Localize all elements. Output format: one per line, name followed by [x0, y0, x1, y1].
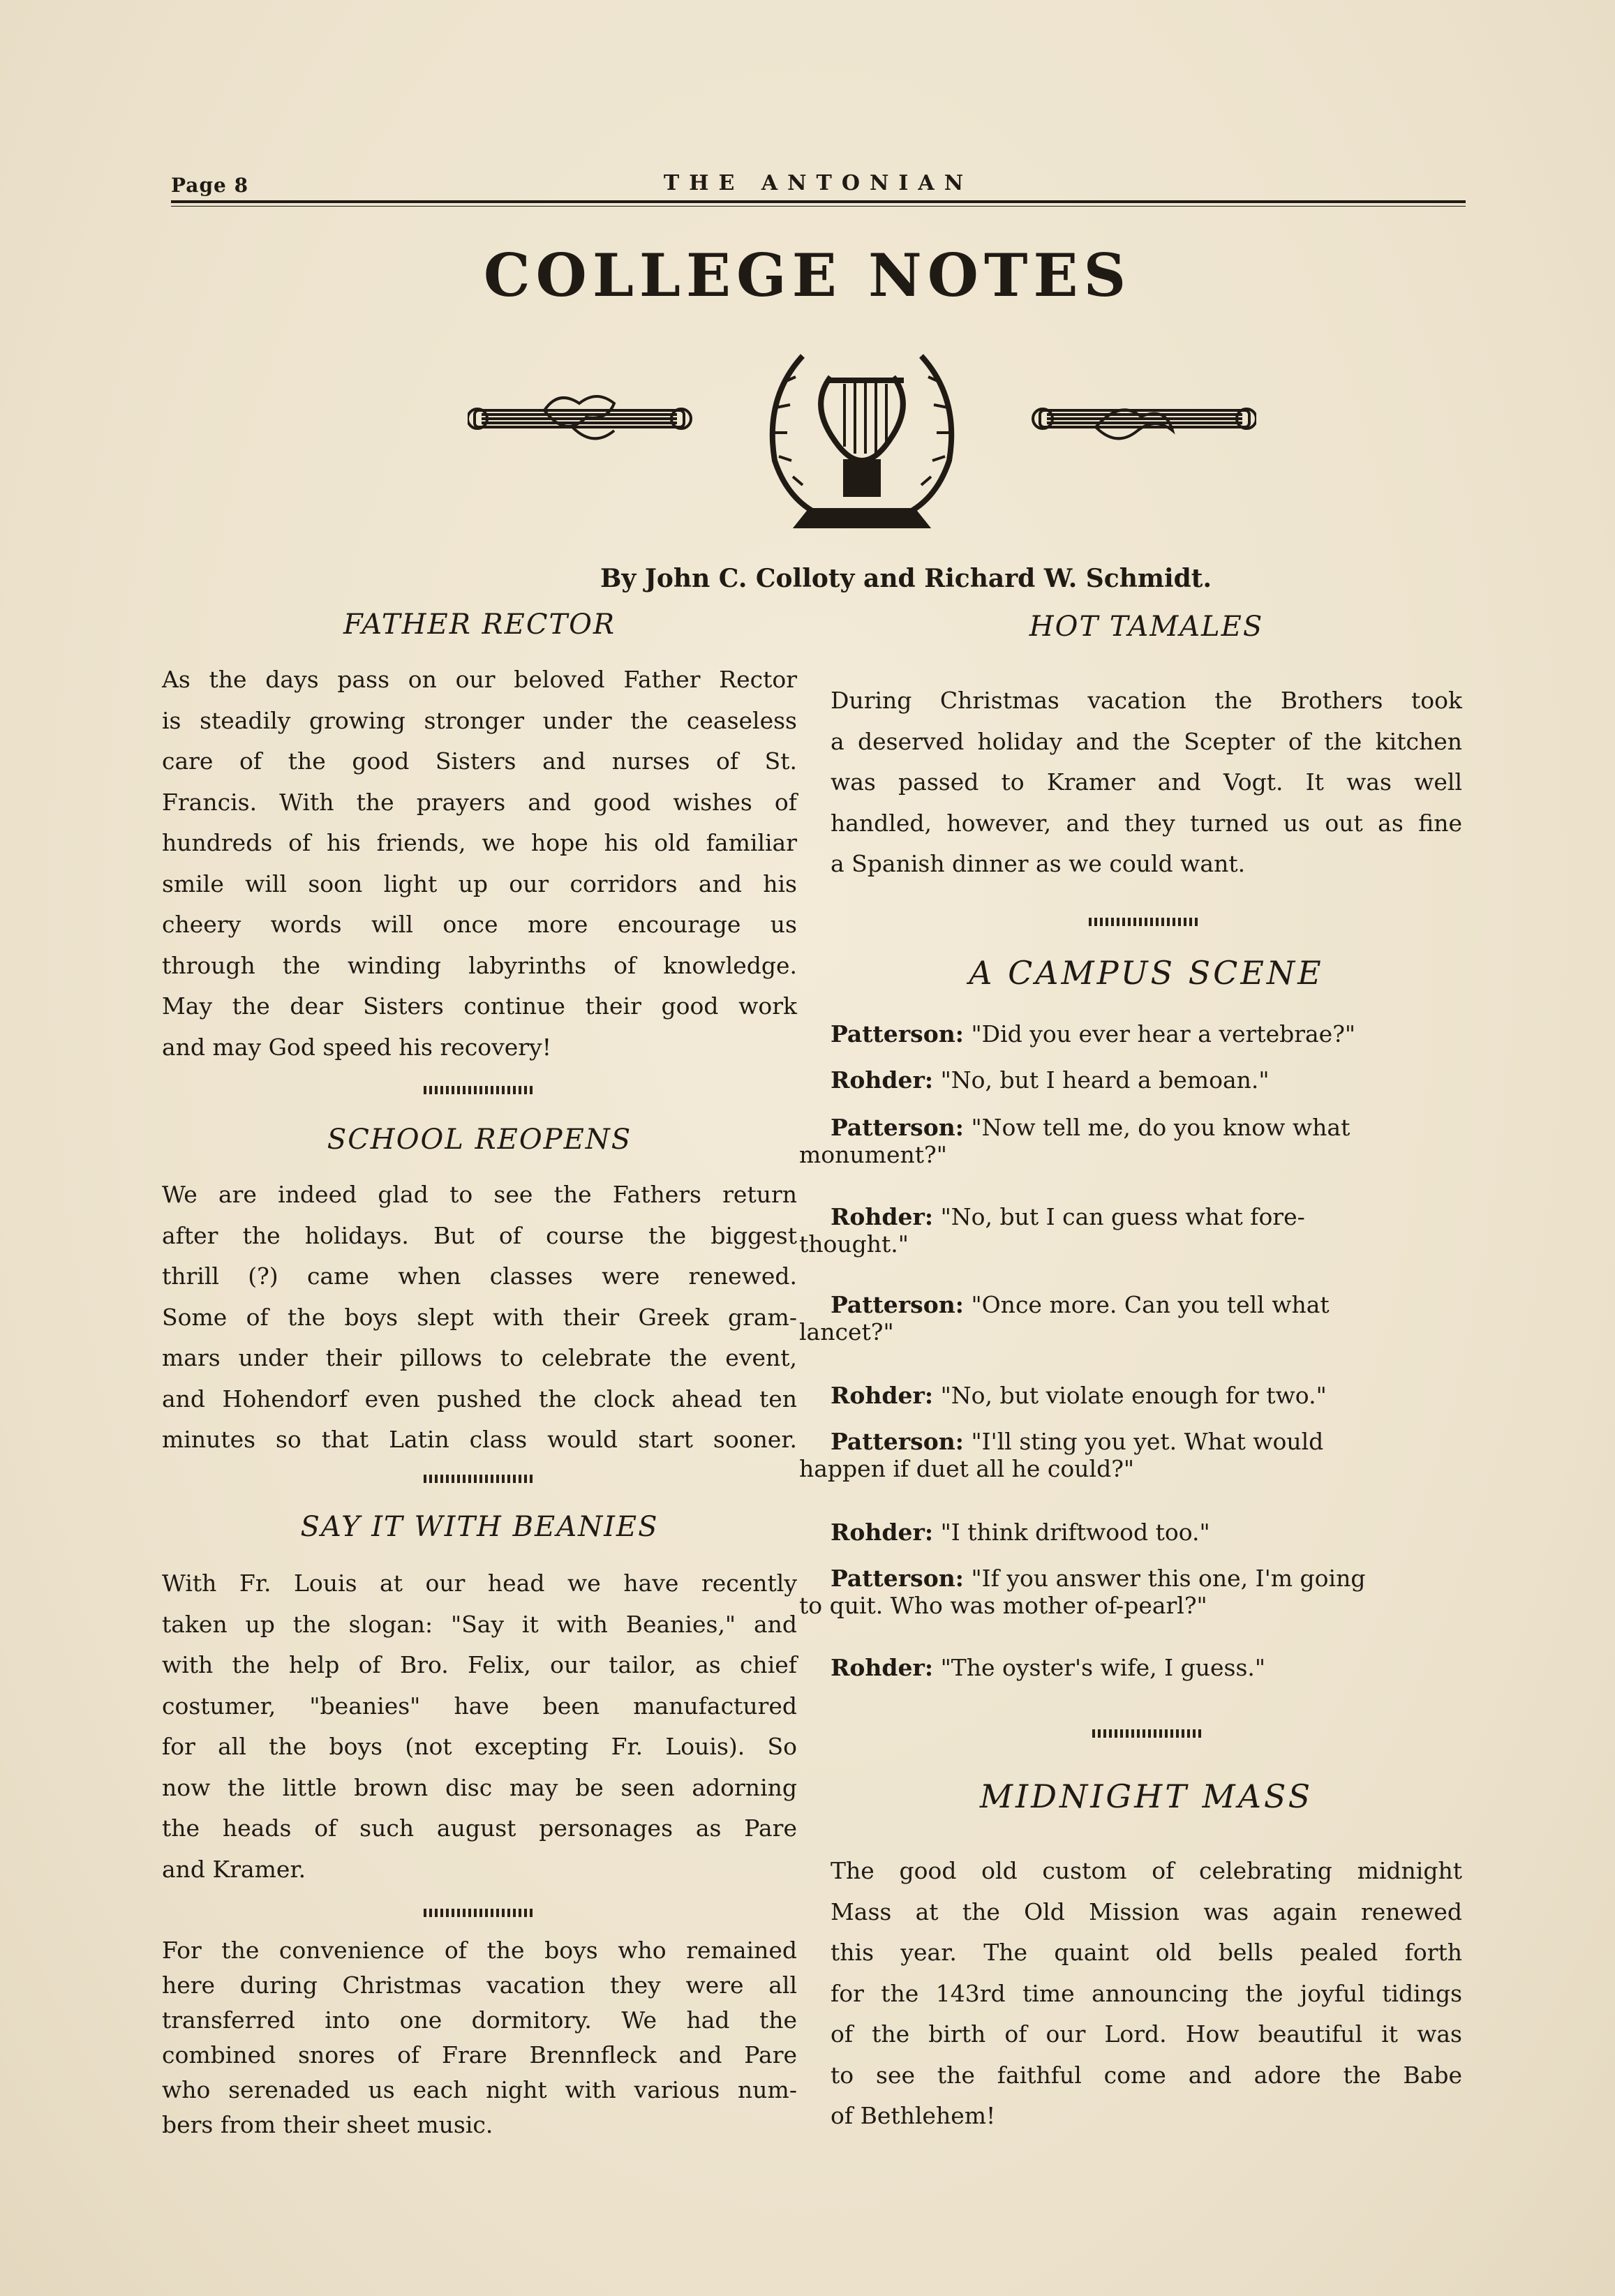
text-line: cheery words will once more encourage us	[162, 911, 797, 938]
dialogue-line: Patterson: "I'll sting you yet. What would happen if duet all he could?"	[799, 1428, 1324, 1482]
dialogue-line: Rohder: "I think driftwood too."	[831, 1519, 1210, 1546]
text-line: May the dear Sisters continue their good work	[162, 992, 797, 1020]
text-line: with the help of Bro. Felix, our tailor, as chief	[162, 1651, 797, 1678]
dialogue-line: Patterson: "Did you ever hear a vertebrae?"	[831, 1020, 1356, 1048]
text-line: and Kramer.	[162, 1855, 306, 1883]
text-line: Francis. With the prayers and good wishes of	[162, 788, 797, 816]
section-divider	[1092, 1729, 1204, 1738]
text-line: taken up the slogan: "Say it with Beanies," and	[162, 1610, 797, 1638]
text-line: Some of the boys slept with their Greek gram-	[162, 1303, 797, 1331]
text-line: this year. The quaint old bells pealed forth	[831, 1939, 1462, 1966]
section-divider	[1089, 918, 1200, 926]
dialogue-line: Patterson: "Once more. Can you tell what lancet?"	[799, 1291, 1330, 1345]
text-line: of Bethlehem!	[831, 2102, 996, 2129]
text-line: thrill (?) came when classes were renewed.	[162, 1262, 797, 1290]
page-number: Page 8	[171, 174, 249, 197]
section-divider	[424, 1909, 535, 1917]
text-line: a Spanish dinner as we could want.	[831, 850, 1246, 877]
text-line: combined snores of Frare Brennfleck and Pare	[162, 2041, 797, 2068]
section-divider	[424, 1475, 535, 1483]
text-line: to see the faithful come and adore the Babe	[831, 2061, 1462, 2089]
heading-campus-scene: A CAMPUS SCENE	[969, 954, 1324, 992]
text-line: As the days pass on our beloved Father Rector	[162, 666, 797, 693]
dialogue-line: Rohder: "No, but I can guess what fore- thought."	[799, 1203, 1305, 1258]
text-line: Mass at the Old Mission was again renewed	[831, 1898, 1462, 1925]
text-line: after the holidays. But of course the biggest	[162, 1221, 797, 1249]
text-line: care of the good Sisters and nurses of St.	[162, 747, 797, 775]
text-line: minutes so that Latin class would start sooner.	[162, 1426, 797, 1453]
text-line: is steadily growing stronger under the ceaseless	[162, 706, 797, 734]
text-line: now the little brown disc may be seen adorning	[162, 1773, 797, 1801]
text-line: and Hohendorf even pushed the clock ahead ten	[162, 1385, 797, 1412]
text-line: hundreds of his friends, we hope his old familiar	[162, 829, 797, 856]
lyre-wreath-ornament-icon	[468, 342, 1256, 544]
header-rule	[171, 200, 1466, 203]
text-line: for the 143rd time announcing the joyful tidings	[831, 1979, 1462, 2007]
heading-father-rector: FATHER RECTOR	[343, 609, 616, 641]
heading-school-reopens: SCHOOL REOPENS	[327, 1124, 632, 1156]
text-line: We are indeed glad to see the Fathers return	[162, 1181, 797, 1208]
text-line: mars under their pillows to celebrate the event,	[162, 1344, 797, 1371]
text-line: through the winding labyrinths of knowledge.	[162, 951, 797, 979]
article-dormitory	[162, 1933, 797, 2142]
header-rule-thin	[171, 206, 1466, 207]
dialogue-line: Patterson: "If you answer this one, I'm going to quit. Who was mother of-pearl?"	[799, 1565, 1366, 1619]
text-line: a deserved holiday and the Scepter of the kitchen	[831, 727, 1462, 755]
running-header	[171, 171, 1466, 206]
dialogue-line: Rohder: "No, but I heard a bemoan."	[831, 1066, 1270, 1094]
text-line: here during Christmas vacation they were all	[162, 1971, 797, 1999]
article-hot-tamales	[831, 680, 1462, 885]
text-line: smile will soon light up our corridors and his	[162, 870, 797, 897]
text-line: costumer, "beanies" have been manufactured	[162, 1692, 797, 1720]
text-line: bers from their sheet music.	[162, 2111, 493, 2138]
text-line: and may God speed his recovery!	[162, 1033, 551, 1061]
text-line: The good old custom of celebrating midnight	[831, 1857, 1462, 1884]
text-line: of the birth of our Lord. How beautiful it was	[831, 2020, 1462, 2048]
publication-title: THE ANTONIAN	[663, 171, 974, 195]
article-father-rector	[162, 659, 797, 1068]
heading-say-it-with-beanies: SAY IT WITH BEANIES	[300, 1511, 659, 1543]
dialogue-line: Rohder: "The oyster's wife, I guess."	[831, 1654, 1266, 1681]
article-school-reopens	[162, 1175, 797, 1461]
heading-hot-tamales: HOT TAMALES	[1029, 611, 1264, 643]
article-say-it-with-beanies	[162, 1563, 797, 1890]
text-line: transferred into one dormitory. We had the	[162, 2006, 797, 2034]
text-line: was passed to Kramer and Vogt. It was well	[831, 768, 1462, 796]
dialogue-line: Patterson: "Now tell me, do you know what monument?"	[799, 1114, 1350, 1168]
text-line: During Christmas vacation the Brothers took	[831, 687, 1462, 714]
dialogue-line: Rohder: "No, but violate enough for two."	[831, 1382, 1327, 1409]
text-line: who serenaded us each night with various num-	[162, 2076, 797, 2103]
heading-midnight-mass: MIDNIGHT MASS	[979, 1777, 1313, 1815]
section-divider	[424, 1086, 535, 1094]
page-title: COLLEGE NOTES	[483, 241, 1132, 310]
byline: By John C. Colloty and Richard W. Schmidt.	[600, 564, 1212, 593]
text-line: the heads of such august personages as Pare	[162, 1814, 797, 1842]
text-line: for all the boys (not excepting Fr. Louis). So	[162, 1733, 797, 1760]
text-line: For the convenience of the boys who remained	[162, 1937, 797, 1964]
text-line: With Fr. Louis at our head we have recently	[162, 1570, 797, 1597]
article-midnight-mass	[831, 1851, 1462, 2137]
text-line: handled, however, and they turned us out as fine	[831, 809, 1462, 837]
